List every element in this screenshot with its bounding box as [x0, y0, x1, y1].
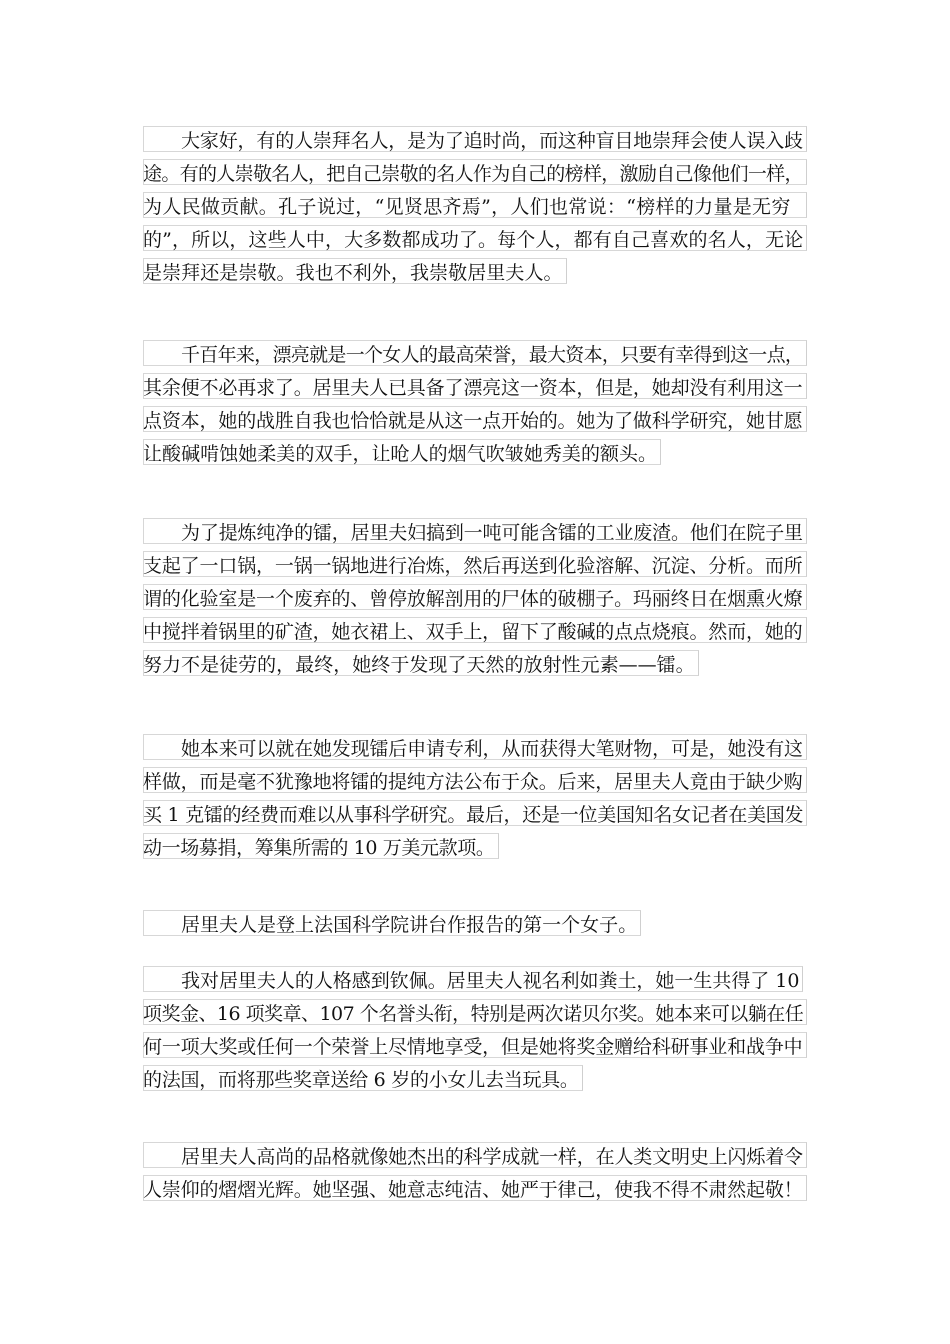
line-text: 居里夫人是登上法国科学院讲台作报告的第一个女子。 — [181, 914, 638, 936]
line-text: 让酸碱啃蚀她柔美的双手，让呛人的烟气吹皱她秀美的额头。 — [143, 443, 658, 465]
line-text: 为了提炼纯净的镭，居里夫妇搞到一吨可能含镭的工业废渣。他们在院子里 — [181, 522, 803, 544]
text-line — [143, 258, 807, 288]
line-text: 买 1 克镭的经费而难以从事科学研究。最后，还是一位美国知名女记者在美国发 — [143, 804, 804, 826]
paragraph-1 — [143, 126, 807, 291]
line-text: 项奖金、16 项奖章、107 个名誉头衔，特别是两次诺贝尔奖。她本来可以躺在任 — [143, 1003, 804, 1025]
text-line — [143, 734, 807, 764]
text-line — [143, 373, 807, 403]
text-line — [143, 126, 807, 156]
line-text: 样做，而是毫不犹豫地将镭的提纯方法公布于众。后来，居里夫人竟由于缺少购 — [143, 771, 803, 793]
line-text: 其余便不必再求了。居里夫人已具备了漂亮这一资本，但是，她却没有利用这一 — [143, 377, 803, 399]
text-line — [143, 192, 807, 222]
line-text: 居里夫人高尚的品格就像她杰出的科学成就一样，在人类文明史上闪烁着令 — [181, 1146, 803, 1168]
text-line — [143, 159, 807, 189]
paragraph-4 — [143, 734, 807, 866]
text-line — [143, 518, 807, 548]
text-line — [143, 910, 807, 940]
line-text: 我对居里夫人的人格感到钦佩。居里夫人视名利如粪土，她一生共得了 10 — [181, 970, 800, 992]
line-text: 途。有的人崇敬名人，把自己崇敬的名人作为自己的榜样，激励自己像他们一样， — [143, 163, 803, 185]
text-line — [143, 1065, 807, 1095]
text-line — [143, 767, 807, 797]
line-text: 为人民做贡献。孔子说过，“见贤思齐焉”，人们也常说：“榜样的力量是无穷 — [143, 196, 791, 218]
paragraph-7 — [143, 1142, 807, 1208]
line-text: 人崇仰的熠熠光辉。她坚强、她意志纯洁、她严于律己，使我不得不肃然起敬！ — [143, 1179, 803, 1201]
text-line — [143, 439, 807, 469]
text-line — [143, 225, 807, 255]
text-line — [143, 833, 807, 863]
line-text: 大家好，有的人崇拜名人，是为了追时尚，而这种盲目地崇拜会使人误入歧 — [181, 130, 803, 152]
line-text: 点资本，她的战胜自我也恰恰就是从这一点开始的。她为了做科学研究，她甘愿 — [143, 410, 803, 432]
paragraph-2 — [143, 340, 807, 472]
paragraph-3 — [143, 518, 807, 683]
text-line — [143, 999, 807, 1029]
text-line — [143, 406, 807, 436]
line-text: 她本来可以就在她发现镭后申请专利，从而获得大笔财物，可是，她没有这 — [181, 738, 803, 760]
line-text: 支起了一口锅，一锅一锅地进行冶炼，然后再送到化验溶解、沉淀、分析。而所 — [143, 555, 803, 577]
line-text: 何一项大奖或任何一个荣誉上尽情地享受，但是她将奖金赠给科研事业和战争中 — [143, 1036, 803, 1058]
text-line — [143, 1175, 807, 1205]
text-line — [143, 1142, 807, 1172]
line-text: 中搅拌着锅里的矿渣，她衣裙上、双手上，留下了酸碱的点点烧痕。然而，她的 — [143, 621, 803, 643]
text-line — [143, 1032, 807, 1062]
line-text: 谓的化验室是一个废弃的、曾停放解剖用的尸体的破棚子。玛丽终日在烟熏火燎 — [143, 588, 803, 610]
text-line — [143, 617, 807, 647]
text-line — [143, 551, 807, 581]
line-text: 的法国，而将那些奖章送给 6 岁的小女儿去当玩具。 — [143, 1069, 579, 1091]
text-line — [143, 800, 807, 830]
text-line — [143, 584, 807, 614]
text-line — [143, 650, 807, 680]
line-text: 千百年来，漂亮就是一个女人的最高荣誉，最大资本，只要有幸得到这一点， — [181, 344, 804, 366]
line-text: 努力不是徒劳的，最终，她终于发现了天然的放射性元素——镭。 — [143, 654, 695, 676]
line-text: 的”，所以，这些人中，大多数都成功了。每个人，都有自己喜欢的名人，无论 — [143, 229, 804, 251]
paragraph-5 — [143, 910, 807, 943]
line-text: 是崇拜还是崇敬。我也不利外，我崇敬居里夫人。 — [143, 262, 563, 284]
line-text: 动一场募捐，筹集所需的 10 万美元款项。 — [143, 837, 495, 859]
text-line — [143, 966, 807, 996]
paragraph-6 — [143, 966, 807, 1098]
text-line — [143, 340, 807, 370]
